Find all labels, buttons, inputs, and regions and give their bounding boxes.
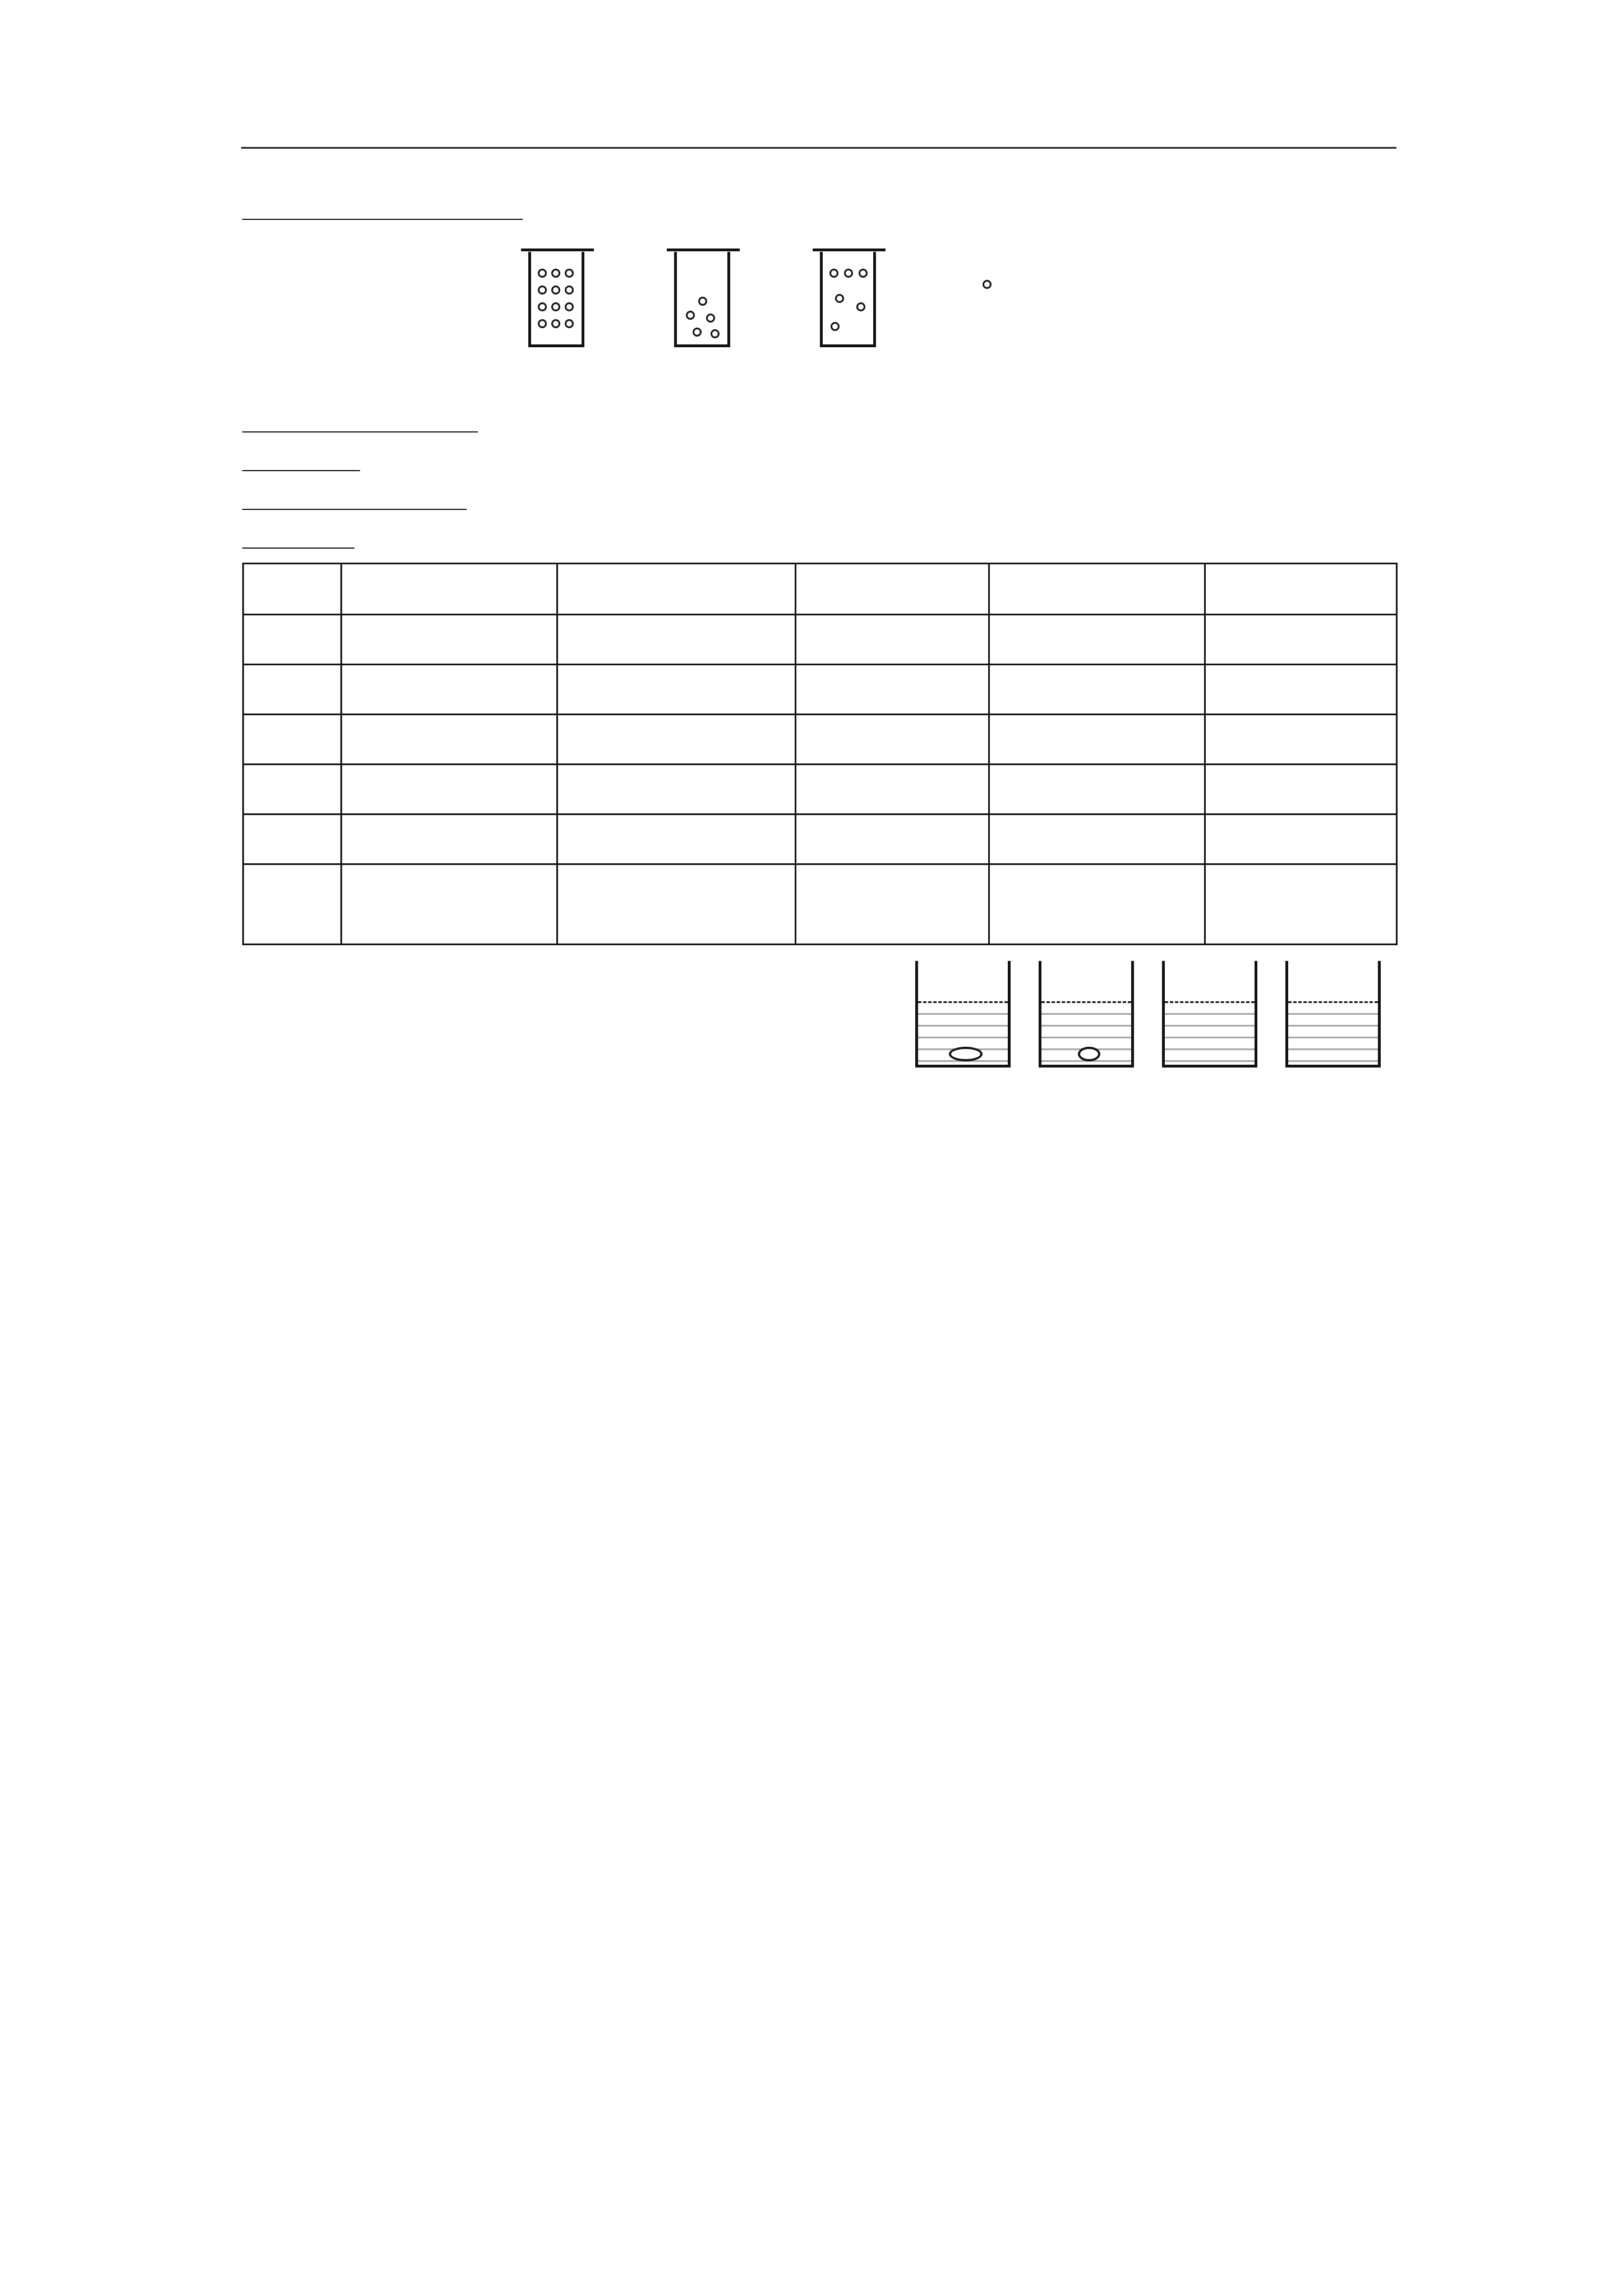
- beaker-a: [915, 961, 1011, 1068]
- table-header-row: [243, 564, 1397, 615]
- answer-blank[interactable]: [242, 519, 354, 549]
- kno3-table: [242, 563, 1398, 945]
- answer-cell[interactable]: [796, 665, 989, 715]
- beaker-yi: [674, 252, 730, 347]
- table-header: [989, 564, 1205, 615]
- q5-line2: [242, 519, 1398, 558]
- answer-cell[interactable]: [796, 715, 989, 765]
- beaker-bing: [820, 252, 876, 347]
- answer-cell[interactable]: [989, 615, 1205, 665]
- answer-blank[interactable]: [242, 481, 354, 510]
- table-row: [243, 615, 1397, 665]
- table-row: [243, 665, 1397, 715]
- answer-cell[interactable]: [989, 765, 1205, 815]
- table-header: [243, 564, 342, 615]
- legend: [983, 263, 992, 301]
- page-content: [242, 191, 1398, 950]
- answer-cell[interactable]: [1205, 864, 1397, 945]
- answer-cell[interactable]: [989, 665, 1205, 715]
- answer-cell[interactable]: [796, 815, 989, 864]
- beaker-jia: [528, 252, 584, 347]
- answer-blank[interactable]: [242, 403, 478, 432]
- table-row: [243, 864, 1397, 945]
- table-header: [557, 564, 796, 615]
- answer-cell[interactable]: [989, 815, 1205, 864]
- beaker-d: [1285, 961, 1381, 1068]
- iodine-molecule-figure: [242, 241, 1398, 398]
- table-header: [1205, 564, 1397, 615]
- answer-cell[interactable]: [796, 615, 989, 665]
- answer-cell[interactable]: [1205, 765, 1397, 815]
- answer-blank[interactable]: [242, 191, 382, 220]
- answer-blank[interactable]: [382, 191, 523, 220]
- beakers-abcd-figure: [915, 950, 1398, 1101]
- answer-cell[interactable]: [1205, 665, 1397, 715]
- answer-cell[interactable]: [989, 715, 1205, 765]
- answer-cell[interactable]: [796, 864, 989, 945]
- answer-cell[interactable]: [1205, 615, 1397, 665]
- q13-sub2: [242, 442, 1398, 481]
- beaker-b: [1039, 961, 1134, 1068]
- answer-cell[interactable]: [1205, 815, 1397, 864]
- answer-cell[interactable]: [796, 765, 989, 815]
- header-rule: [241, 147, 1396, 149]
- table-row: [243, 715, 1397, 765]
- q13-sub1: [242, 403, 1398, 442]
- beaker-c: [1162, 961, 1257, 1068]
- answer-cell[interactable]: [1205, 715, 1397, 765]
- table-header: [342, 564, 557, 615]
- table-header: [796, 564, 989, 615]
- molecule-legend-icon: [983, 280, 992, 289]
- table-row: [243, 815, 1397, 864]
- table-row: [243, 765, 1397, 815]
- answer-blank[interactable]: [354, 481, 467, 510]
- q5-line1: [242, 481, 1398, 519]
- answer-cell[interactable]: [989, 864, 1205, 945]
- q13-part1: [242, 191, 1398, 229]
- answer-blank[interactable]: [242, 442, 360, 471]
